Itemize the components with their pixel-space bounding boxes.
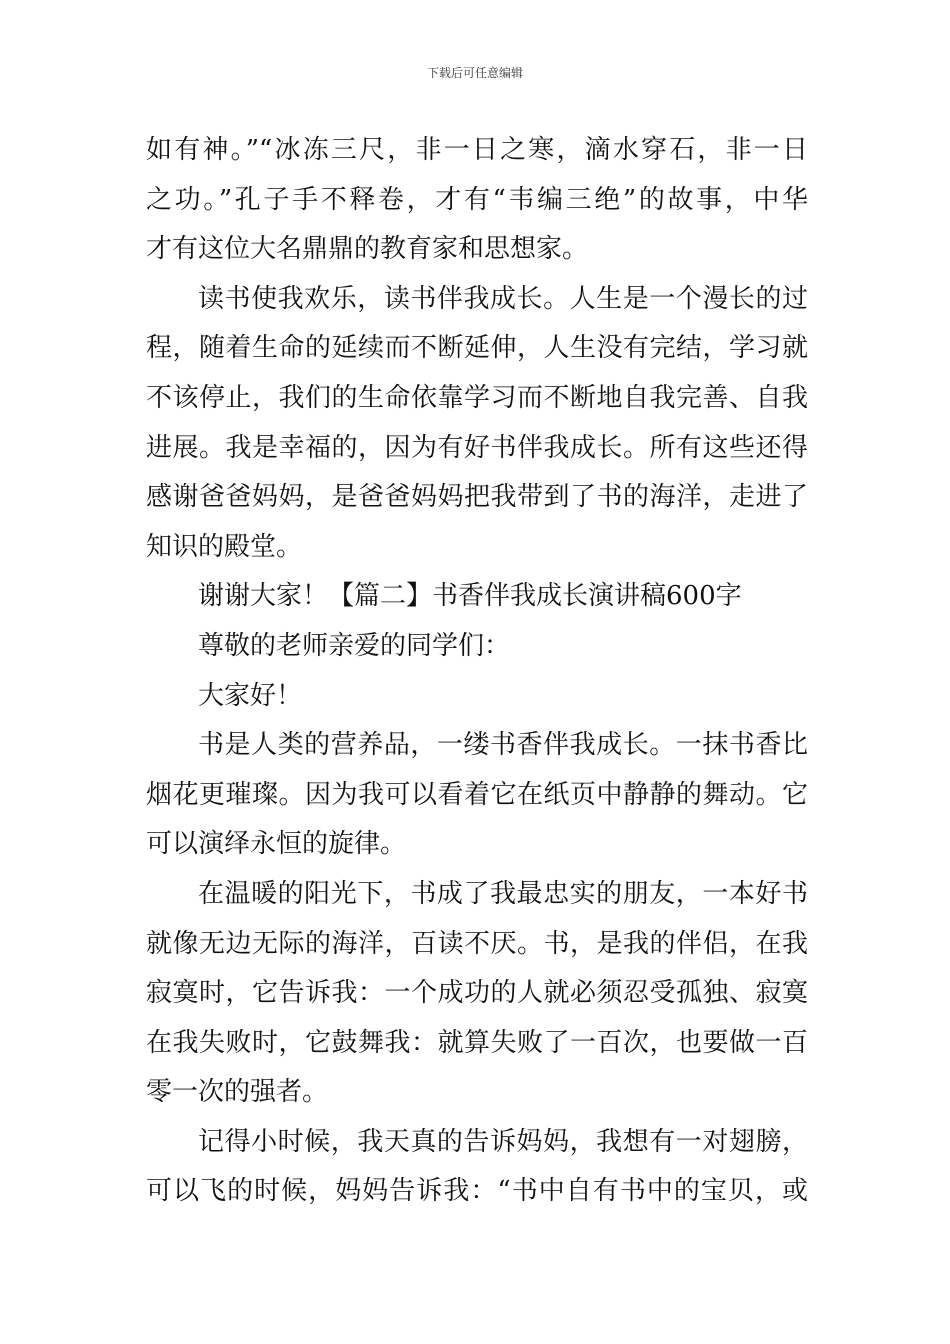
text-line: 感谢爸爸妈妈，是爸爸妈妈把我带到了书的海洋，走进了 — [146, 482, 808, 513]
text-line: 记得小时候，我天真的告诉妈妈，我想有一对翅膀， — [198, 1126, 808, 1157]
text-line: 在我失败时，它鼓舞我：就算失败了一百次，也要做一百 — [146, 1027, 808, 1058]
text-line: 进展。我是幸福的，因为有好书伴我成长。所有这些还得 — [146, 432, 808, 463]
page-header: 下载后可任意编辑 — [426, 66, 523, 80]
text-line: 才有这位大名鼎鼎的教育家和思想家。 — [146, 234, 589, 265]
text-line: 在温暖的阳光下，书成了我最忠实的朋友，一本好书 — [198, 878, 808, 909]
text-line: 可以演绎永恒的旋律。 — [146, 829, 407, 860]
text-line: 大家好！ — [198, 680, 303, 711]
body-text — [146, 126, 808, 1217]
text-line: 不该停止，我们的生命依靠学习而不断地自我完善、自我 — [146, 382, 808, 413]
text-line: 程，随着生命的延续而不断延伸，人生没有完结，学习就 — [146, 333, 808, 364]
text-line: 谢谢大家！【篇二】书香伴我成长演讲稿600字 — [198, 581, 742, 612]
text-line: 可以飞的时候，妈妈告诉我：“书中自有书中的宝贝，或 — [146, 1176, 808, 1207]
text-line: 之功。”孔子手不释卷，才有“韦编三绝”的故事，中华 — [146, 184, 808, 215]
text-line: 如有神。”“冰冻三尺，非一日之寒，滴水穿石，非一日 — [146, 135, 808, 165]
text-line: 就像无边无际的海洋，百读不厌。书，是我的伴侣，在我 — [146, 928, 808, 959]
text-line: 读书使我欢乐，读书伴我成长。人生是一个漫长的过 — [198, 283, 808, 314]
text-line: 寂寞时，它告诉我：一个成功的人就必须忍受孤独、寂寞 — [146, 978, 808, 1009]
text-line: 零一次的强者。 — [146, 1077, 329, 1108]
text-line: 书是人类的营养品，一缕书香伴我成长。一抹书香比 — [198, 730, 808, 761]
text-line: 尊敬的老师亲爱的同学们： — [198, 630, 511, 661]
text-line: 知识的殿堂。 — [146, 531, 303, 562]
text-line: 烟花更璀璨。因为我可以看着它在纸页中静静的舞动。它 — [146, 779, 808, 810]
